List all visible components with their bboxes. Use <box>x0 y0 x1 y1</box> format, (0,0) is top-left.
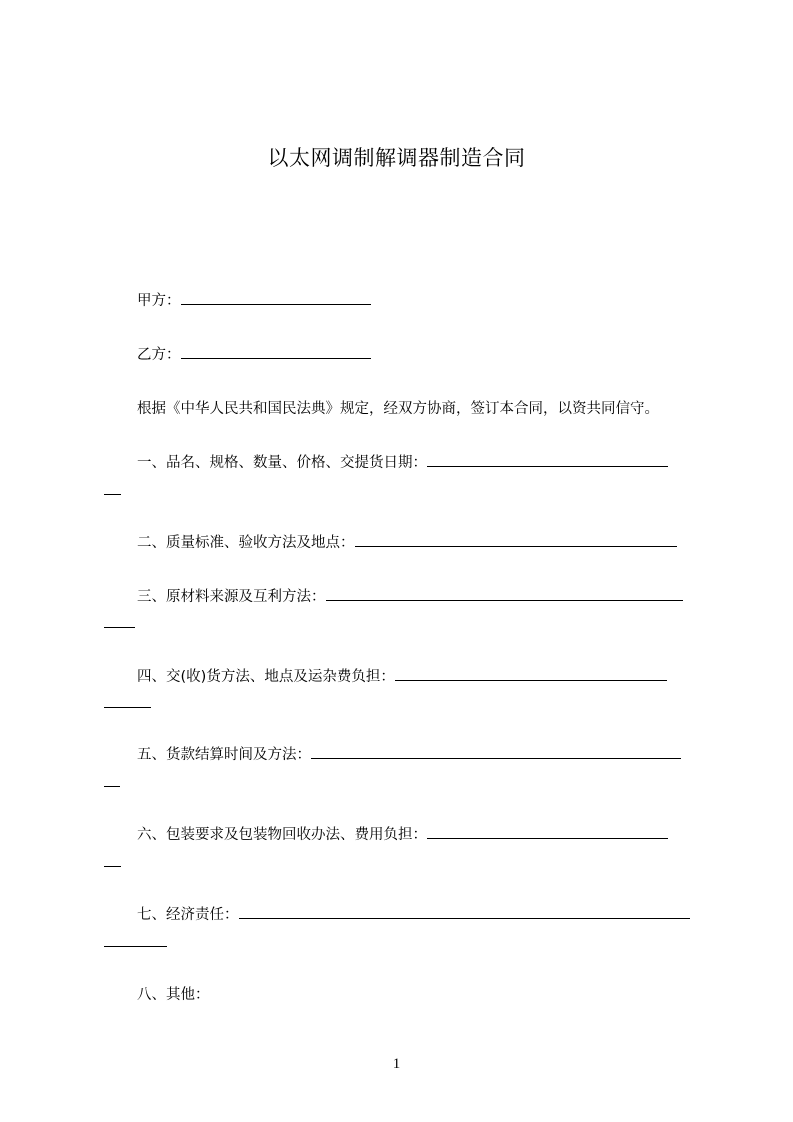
document-title: 以太网调制解调器制造合同 <box>267 146 526 170</box>
clause-6-blank[interactable] <box>427 826 668 839</box>
party-a-blank[interactable] <box>181 292 371 305</box>
clause-3-blank[interactable] <box>326 588 683 601</box>
clause-5-blank[interactable] <box>311 746 681 759</box>
clause-7-blank[interactable] <box>239 906 690 919</box>
clause-7-blank-continuation[interactable] <box>104 946 167 947</box>
clause-1-label: 一、品名、规格、数量、价格、交提货日期： <box>137 455 427 471</box>
clause-1-blank-continuation[interactable] <box>104 494 121 495</box>
clause-6-blank-continuation[interactable] <box>104 866 121 867</box>
clause-2-blank[interactable] <box>355 534 677 547</box>
clause-5-line <box>137 746 681 764</box>
party-a-label: 甲方： <box>137 293 181 309</box>
party-a-line <box>137 292 371 310</box>
clause-7-label: 七、经济责任： <box>137 907 239 923</box>
clause-5-label: 五、货款结算时间及方法： <box>137 747 311 763</box>
clause-6-label: 六、包装要求及包装物回收办法、费用负担： <box>137 827 427 843</box>
clause-5-blank-continuation[interactable] <box>104 786 120 787</box>
page-number: 1 <box>392 1056 401 1072</box>
clause-4-label: 四、交(收)货方法、地点及运杂费负担： <box>137 669 395 685</box>
clause-6-line <box>137 826 668 844</box>
party-b-blank[interactable] <box>181 346 371 359</box>
party-b-line <box>137 346 371 364</box>
clause-7-line <box>137 906 690 924</box>
clause-4-blank[interactable] <box>395 668 667 681</box>
clause-4-line <box>137 668 667 686</box>
clause-3-line <box>137 588 683 606</box>
clause-8-line: 八、其他： <box>137 987 210 1003</box>
clause-2-line <box>137 534 677 552</box>
clause-1-blank[interactable] <box>427 454 668 467</box>
clause-3-blank-continuation[interactable] <box>104 627 135 628</box>
clause-4-blank-continuation[interactable] <box>104 707 151 708</box>
intro-paragraph: 根据《中华人民共和国民法典》规定，经双方协商，签订本合同，以资共同信守。 <box>137 401 659 417</box>
clause-1-line <box>137 454 668 472</box>
party-b-label: 乙方： <box>137 347 181 363</box>
clause-3-label: 三、原材料来源及互利方法： <box>137 589 326 605</box>
clause-2-label: 二、质量标准、验收方法及地点： <box>137 535 355 551</box>
